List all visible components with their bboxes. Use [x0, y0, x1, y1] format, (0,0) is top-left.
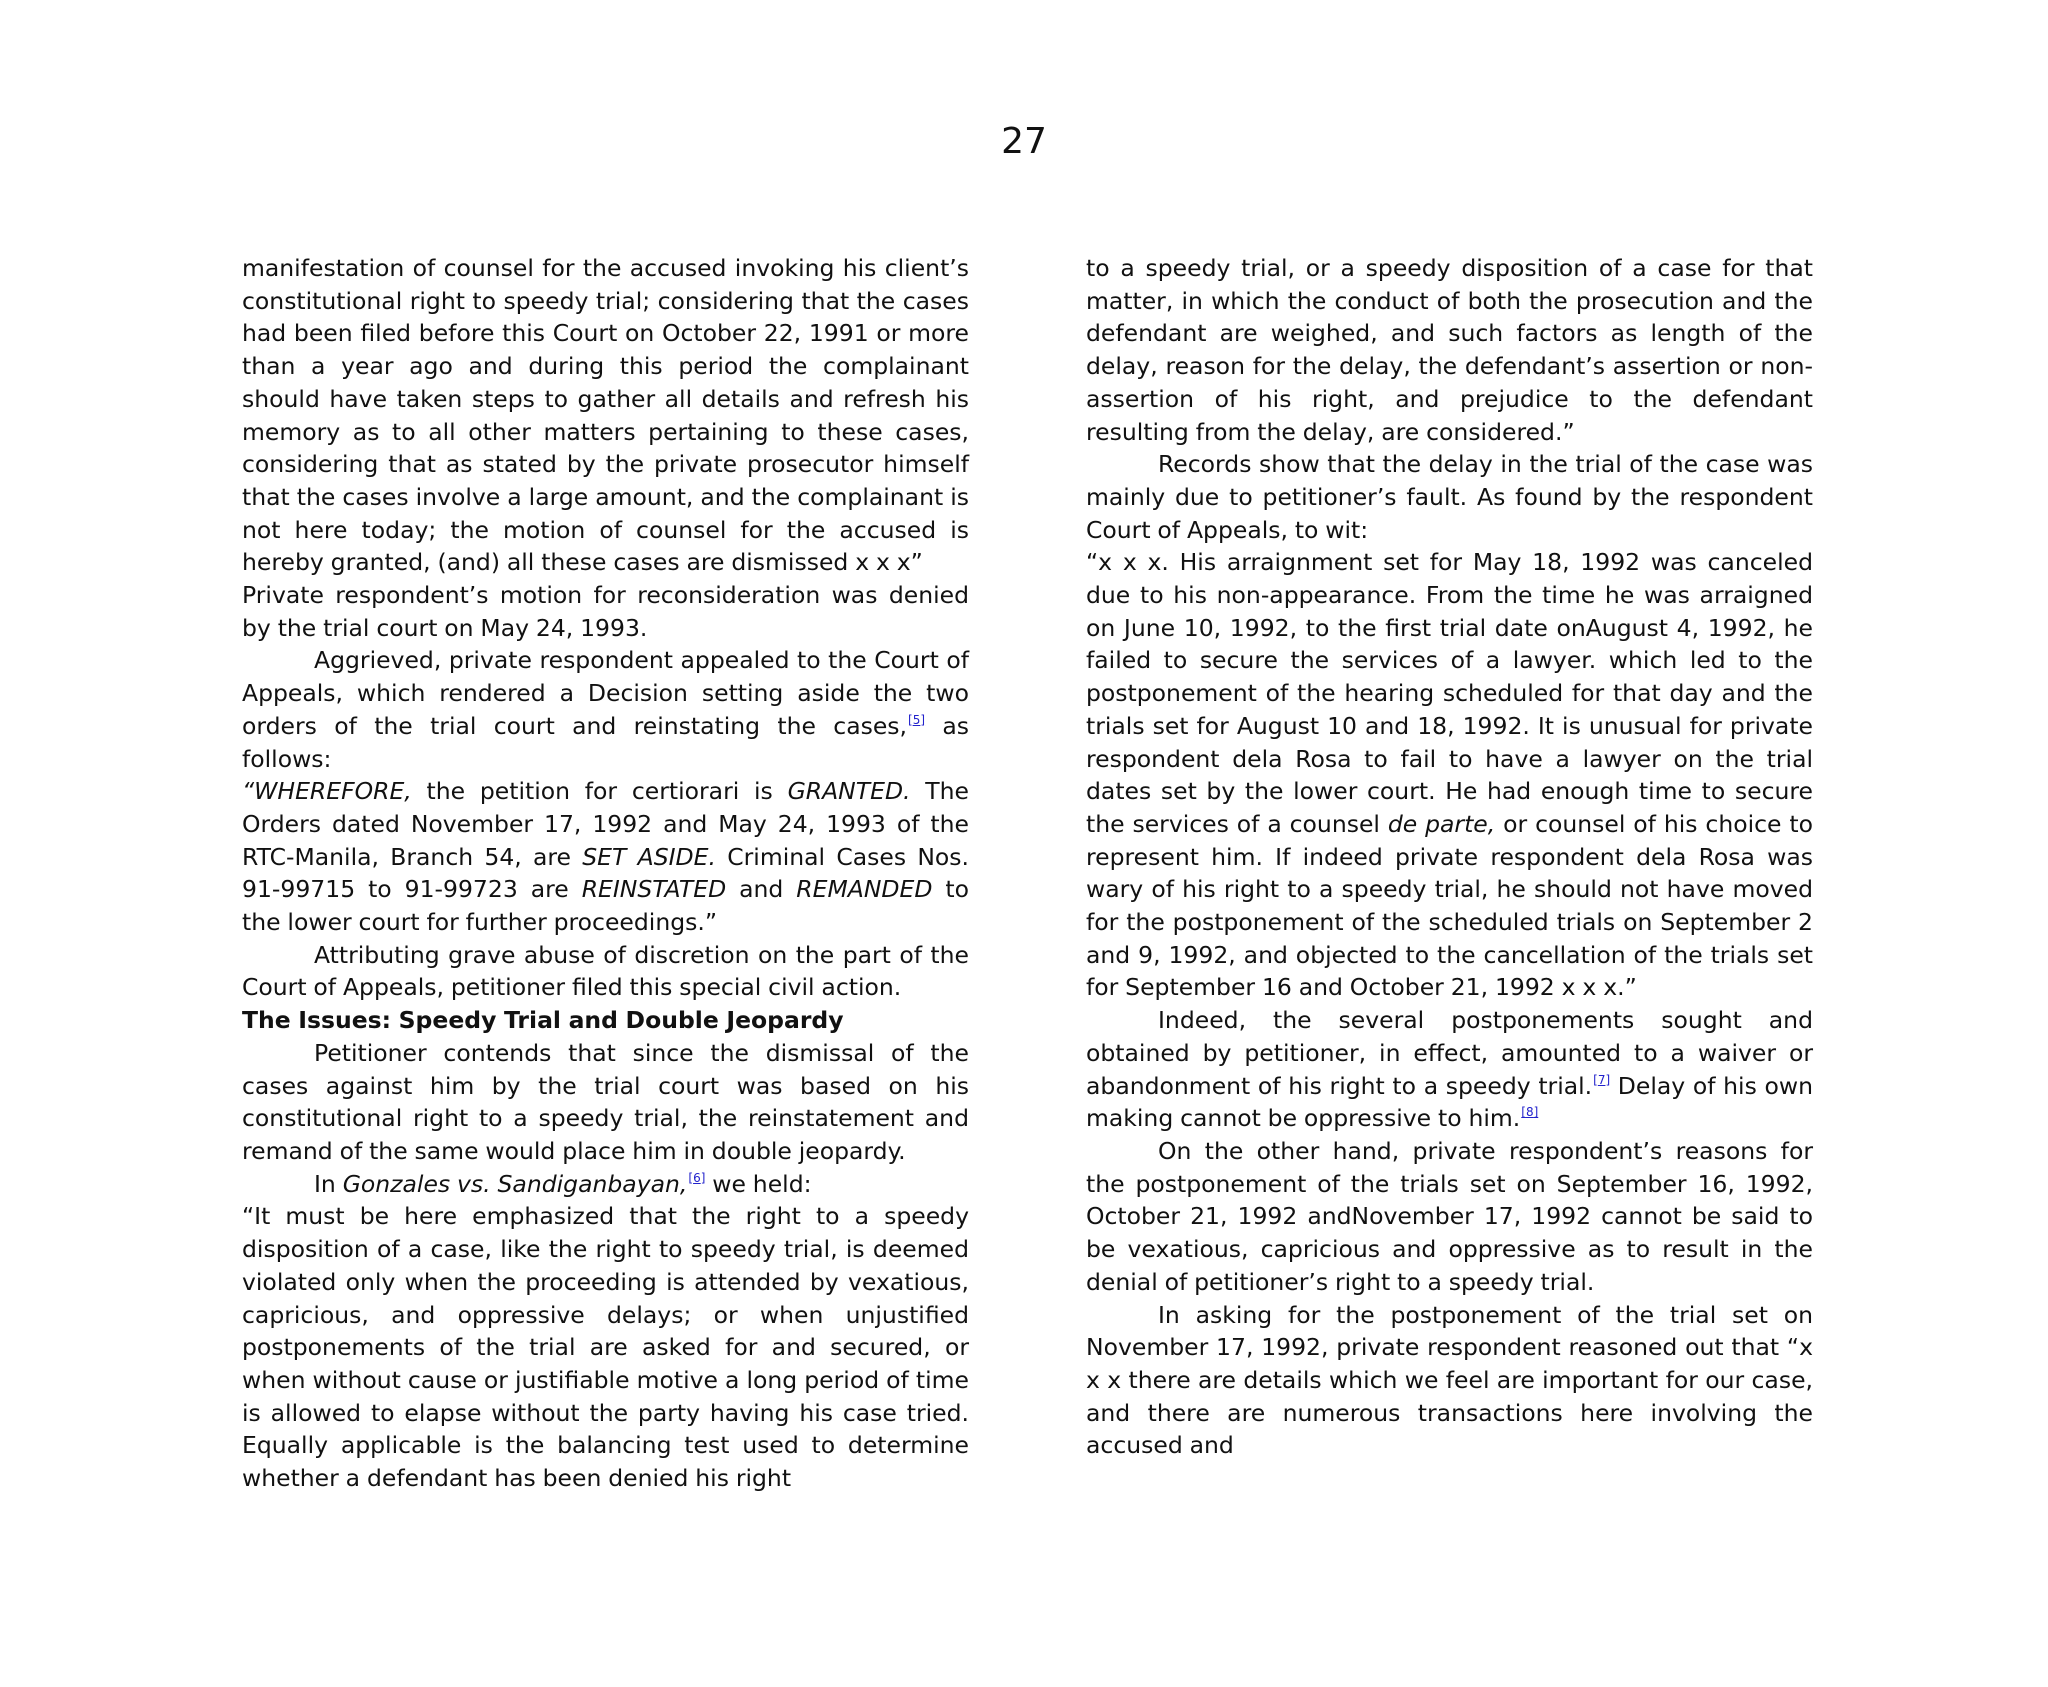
- emphasis-text: REMANDED: [796, 875, 933, 904]
- footnote-link-5[interactable]: [ $^5$ ]: [908, 713, 925, 727]
- emphasis-text: SET ASIDE.: [582, 842, 716, 871]
- quote-text: or counsel of his choice to represent him. If indeed private respondent dela Rosa was wary of his right to a speedy trial, he should not have moved for the postponement of the scheduled trials on September 2 and 9, 1992, and objected to the cancellation of the trials set for September 16 and October 21, 1992 x x x.”: [1086, 809, 1813, 1002]
- paragraph: manifestation of counsel for the accused invoking his client’s constitutional right to speedy trial; considering that the cases had been filed before this Court on October 22, 1991 or more than a year ago and during this period the complainant should have taken steps to gather all details and refresh his memory as to all other matters pertaining to these cases, considering that as stated by the private prosecutor himself that the cases involve a large amount, and the complainant is not here today; the motion of counsel for the accused is hereby granted, (and) all these cases are dismissed x x x”: [242, 254, 969, 577]
- paragraph-text: Aggrieved, private respondent appealed to the Court of Appeals, which rendered a Decision setting aside the two orders of the trial court and reinstating the cases,: [242, 646, 969, 740]
- page-number: 27: [1001, 121, 1047, 162]
- paragraph-text: In: [314, 1169, 343, 1198]
- paragraph: Petitioner contends that since the dismissal of the cases against him by the trial court was based on his constitutional right to a speedy trial, the reinstatement and remand of the same would place him in double jeopardy.: [242, 1038, 969, 1165]
- footnote-link-6[interactable]: [ $^6$ ]: [688, 1171, 705, 1185]
- right-column: [1086, 252, 1813, 1462]
- paragraph-text: as follows:: [242, 711, 969, 773]
- paragraph: On the other hand, private respondent’s reasons for the postponement of the trials set on September 16, 1992, October 21, 1992 andNovember 17, 1992 cannot be said to be vexatious, capricious and oppressive as to result in the denial of petitioner’s right to a speedy trial.: [1086, 1136, 1813, 1296]
- emphasis-text: de parte,: [1387, 809, 1496, 838]
- quote-text: Criminal Cases Nos. 91-99715 to 91-99723 are: [242, 842, 970, 904]
- paragraph: [1086, 1004, 1813, 1135]
- paragraph: [242, 1168, 969, 1201]
- emphasis-text: “WHEREFORE,: [242, 777, 412, 806]
- footnote-link-7[interactable]: [ $^7$ ]: [1593, 1073, 1610, 1087]
- paragraph: Private respondent’s motion for reconsideration was denied by the trial court on May 24, 1993.: [242, 581, 969, 642]
- paragraph-text: Delay of his own making cannot be oppressive to him.: [1086, 1071, 1813, 1133]
- paragraph: Attributing grave abuse of discretion on the part of the Court of Appeals, petitioner filed this special civil action.: [242, 940, 969, 1002]
- paragraph: [242, 644, 969, 775]
- paragraph-text: we held:: [705, 1169, 812, 1198]
- quoted-dispositive: [242, 775, 969, 939]
- block-quote: [1086, 546, 1813, 1004]
- emphasis-text: GRANTED.: [787, 777, 911, 806]
- quote-text: the petition for certiorari is: [411, 777, 788, 806]
- quote-text: The Orders dated November 17, 1992 and May 24, 1993 of the RTC-Manila, Branch 54, are: [242, 777, 970, 871]
- emphasis-text: REINSTATED: [581, 875, 727, 904]
- paragraph: Records show that the delay in the trial of the case was mainly due to petitioner’s fault. As found by the respondent Court of Appeals, to wit:: [1086, 450, 1813, 544]
- case-citation: Gonzales vs. Sandiganbayan,: [342, 1169, 688, 1198]
- section-heading: The Issues: Speedy Trial and Double Jeopardy: [242, 1006, 844, 1035]
- paragraph: to a speedy trial, or a speedy disposition of a case for that matter, in which the conduct of both the prosecution and the defendant are weighed, and such factors as length of the delay, reason for the delay, the defendant’s assertion or non-assertion of his right, and prejudice to the defendant resulting from the delay, are considered.”: [1086, 254, 1813, 446]
- quote-text: “x x x. His arraignment set for May 18, 1992 was canceled due to his non-appearance. From the time he was arraigned on June 10, 1992, to the first trial date onAugust 4, 1992, he failed to secure the services of a lawyer. which led to the postponement of the hearing scheduled for that day and the trials set for August 10 and 18, 1992. It is unusual for private respondent dela Rosa to fail to have a lawyer on the trial dates set by the lower court. He had enough time to secure the services of a counsel: [1086, 548, 1813, 838]
- quote-text: and: [726, 875, 797, 904]
- footnote-link-8[interactable]: [ $^8$ ]: [1521, 1105, 1538, 1119]
- left-column: [242, 252, 969, 1495]
- block-quote: “It must be here emphasized that the right to a speedy disposition of a case, like the right to speedy trial, is deemed violated only when the proceeding is attended by vexatious, capricious, and oppressive delays; or when unjustified postponements of the trial are asked for and secured, or when without cause or justifiable motive a long period of time is allowed to elapse without the party having his case tried. Equally applicable is the balancing test used to determine whether a defendant has been denied his right: [242, 1202, 969, 1493]
- paragraph: In asking for the postponement of the trial set on November 17, 1992, private respondent reasoned out that “x x x there are details which we feel are important for our case, and there are numerous transactions here involving the accused and: [1086, 1300, 1813, 1460]
- quote-text: to the lower court for further proceedings.”: [242, 875, 969, 937]
- paragraph-text: Indeed, the several postponements sought and obtained by petitioner, in effect, amounted to a waiver or abandonment of his right to a speedy trial.: [1086, 1006, 1813, 1100]
